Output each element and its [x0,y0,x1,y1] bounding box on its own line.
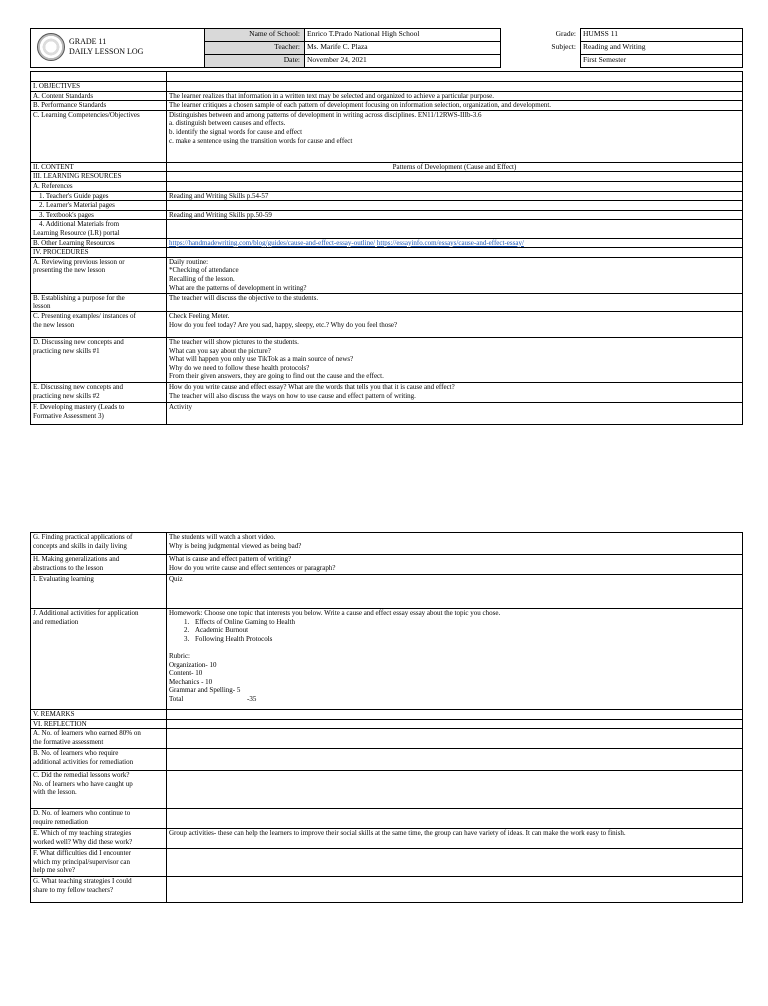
proc-d-line-1: The teacher will show pictures to the students. [169,337,299,346]
proc-c-cell [167,311,743,337]
rubric-total-label: Total [169,694,184,703]
procedures-heading: IV. PROCEDURES [31,248,167,258]
content-standards-label: A. Content Standards [31,91,167,101]
proc-a-line-3: Recalling of the lesson. [169,274,235,283]
proc-g-cell [167,533,743,555]
proc-f-label-2: Formative Assessment 3) [33,411,104,420]
lr-label [31,220,167,238]
proc-e-label [31,382,167,402]
refl-b-label-1: B. No. of learners who require [33,749,119,758]
proc-h-line-2: How do you write cause and effect sentences or paragraph? [169,563,336,572]
grade-label: Grade: [501,29,581,42]
competencies-cell [167,110,743,162]
proc-e-line-1: How do you write cause and effect essay? What are the words that tells you that it is cause and effect? [169,382,455,391]
proc-c-line-1: Check Feeling Meter. [169,311,230,320]
proc-a-label-2: presenting the new lesson [33,266,106,275]
rubric-title: Rubric: [169,651,190,660]
refl-f-label-2: which my principal/supervisor can [33,857,131,866]
proc-j-label-2: and remediation [33,617,79,626]
content-heading: II. CONTENT [31,162,167,172]
rubric-line: Grammar and Spelling- 5 [169,686,241,695]
refl-c-label [31,771,167,809]
homework-topic: 1. Effects of Online Gaming to Health [191,618,740,627]
refl-d-label-1: D. No. of learners who continue to [33,809,131,818]
lr-label-line2: Learning Resource (LR) portal [33,228,120,237]
proc-e-cell [167,382,743,402]
content-value: Patterns of Development (Cause and Effect) [167,162,743,172]
proc-b-label-1: B. Establishing a purpose for the [33,293,125,302]
refl-d-label [31,809,167,829]
proc-g-label [31,533,167,555]
proc-e-label-2: practicing new skills #2 [33,391,100,400]
performance-standards-label: B. Performance Standards [31,101,167,111]
resource-link-2[interactable]: https://essayinfo.com/essays/cause-and-effect-essay/ [376,238,524,247]
lesson-log-part-1 [30,28,742,425]
proc-j-cell [167,609,743,710]
competency-a: a. distinguish between causes and effects. [169,119,286,128]
references-label: A. References [31,181,167,191]
proc-j-label [31,609,167,710]
proc-j-label-1: J. Additional activities for application [33,609,139,617]
proc-a-label-1: A. Reviewing previous lesson or [33,257,125,266]
refl-c-label-3: with the lesson. [33,788,77,797]
proc-d-cell [167,337,743,382]
refl-g-label-1: G. What teaching strategies I could [33,877,132,886]
rubric-total-value: -35 [247,694,257,703]
refl-g-label [31,877,167,903]
proc-a-line-2: *Checking of attendance [169,266,239,275]
other-resources-label: B. Other Learning Resources [31,238,167,248]
refl-d-label-2: require remediation [33,817,89,826]
refl-e-label-2: worked well? Why did these work? [33,837,133,846]
refl-a-label [31,729,167,749]
proc-f-label-1: F. Developing mastery (Leads to [33,402,125,411]
evaluating-text: Quiz [167,575,743,609]
proc-h-label-2: abstractions to the lesson [33,563,104,572]
resources-heading: III. LEARNING RESOURCES [31,172,167,182]
reflection-heading: VI. REFLECTION [31,719,167,729]
proc-a-line-1: Daily routine: [169,257,209,266]
lesson-table-1 [30,71,743,425]
refl-e-text: Group activities- these can help the learners to improve their social skills at the same time, the group can have variety of ideas. It can make the work easy to finish. [167,829,743,849]
school-label: Name of School: [205,29,305,42]
proc-h-line-1: What is cause and effect pattern of writing? [169,555,292,563]
tb-value: Reading and Writing Skills pp.50-59 [167,210,743,220]
lm-label: 2. Learner's Material pages [31,201,167,211]
refl-b-label [31,749,167,771]
proc-b-label [31,293,167,311]
rubric-line: Content- 10 [169,669,203,678]
proc-c-label [31,311,167,337]
refl-f-label [31,849,167,877]
competencies-label: C. Learning Competencies/Objectives [31,110,167,162]
proc-e-label-1: E. Discussing new concepts and [33,382,124,391]
proc-b-label-2: lesson [33,302,51,311]
homework-instruction: Homework: Choose one topic that interests you below. Write a cause and effect essay essay about the topic you chose. [169,609,501,617]
rubric-line: Mechanics - 10 [169,677,213,686]
tb-label: 3. Textbook's pages [31,210,167,220]
log-title: DAILY LESSON LOG [69,47,144,56]
refl-c-label-1: C. Did the remedial lessons work? [33,771,130,780]
competency-b: b. identify the signal words for cause and effect [169,127,303,136]
proc-g-line-1: The students will watch a short video. [169,533,276,541]
proc-h-cell [167,555,743,575]
proc-c-line-2: How do you feel today? Are you sad, happy, sleepy, etc.? Why do you feel those? [169,320,398,329]
refl-b-label-2: additional activities for remediation [33,757,134,766]
lr-label-line1: 4. Additional Materials from [39,220,120,229]
proc-g-label-2: concepts and skills in daily living [33,541,127,550]
teacher-label: Teacher: [205,42,305,55]
remarks-heading: V. REMARKS [31,710,167,720]
proc-f-label [31,402,167,424]
proc-a-line-4: What are the patterns of development in writing? [169,283,307,292]
proc-d-label-2: practicing new skills #1 [33,346,100,355]
lesson-table-2 [30,532,743,903]
proc-d-line-2: What can you say about the picture? [169,346,271,355]
resource-link-1[interactable]: https://handmadewriting.com/blog/guides/cause-and-effect-essay-outline/ [169,238,376,247]
proc-d-label [31,337,167,382]
refl-a-label-2: the formative assessment [33,737,104,746]
proc-d-line-3: What will happen you only use TikTok as a main source of news? [169,355,354,364]
objectives-heading: I. OBJECTIVES [31,82,167,92]
refl-g-label-2: share to my fellow teachers? [33,885,114,894]
tg-label: 1. Teacher's Guide pages [31,191,167,201]
proc-h-label [31,555,167,575]
proc-c-label-2: the new lesson [33,320,75,329]
school-value: Enrico T.Prado National High School [305,29,501,42]
refl-f-label-1: F. What difficulties did I encounter [33,849,131,858]
proc-g-label-1: G. Finding practical applications of [33,533,133,541]
rubric-line: Organization- 10 [169,660,217,669]
performance-standards-text: The learner critiques a chosen sample of each pattern of development focusing on information selection, organization, and development. [167,101,743,111]
header-table [30,28,743,68]
proc-d-line-4: Why do we need to follow these health protocols? [169,363,310,372]
proc-a-label [31,257,167,293]
homework-topics [169,618,740,644]
proc-a-cell [167,257,743,293]
homework-topic: 3. Following Health Protocols [191,635,740,644]
date-label: Date: [205,55,305,68]
tg-value: Reading and Writing Skills p.54-57 [167,191,743,201]
rubric-total [169,695,740,704]
lesson-log-part-2 [30,532,742,903]
competency-main: Distinguishes between and among patterns of development in writing across disciplines. EN11/12RWS-IIIb-3.6 [169,110,482,119]
homework-topic: 2. Academic Burnout [191,626,740,635]
proc-f-text: Activity [167,402,743,424]
proc-h-label-1: H. Making generalizations and [33,555,120,563]
refl-a-label-1: A. No. of learners who earned 80% on [33,729,141,738]
grade-header-cell [31,29,205,68]
proc-e-line-2: The teacher will also discuss the ways on how to use cause and effect pattern of writing. [169,391,416,400]
proc-d-label-1: D. Discussing new concepts and [33,337,124,346]
subject-label: Subject: [551,41,576,51]
deped-seal-icon [37,33,65,61]
grade-value: HUMSS 11 [581,29,743,42]
proc-c-label-1: C. Presenting examples/ instances of [33,311,136,320]
semester-spacer [501,55,581,68]
proc-g-line-2: Why is being judgmental viewed as being bad? [169,541,302,550]
proc-b-text: The teacher will discuss the objective to the students. [167,293,743,311]
refl-c-label-2: No. of learners who have caught up [33,779,133,788]
competency-c: c. make a sentence using the transition words for cause and effect [169,136,353,145]
date-value: November 24, 2021 [305,55,501,68]
subject-value: Reading and Writing [581,42,743,55]
evaluating-label: I. Evaluating learning [31,575,167,609]
refl-f-label-3: help me solve? [33,866,75,875]
teacher-value: Ms. Marife C. Plaza [305,42,501,55]
semester-value: First Semester [581,55,743,68]
refl-e-label-1: E. Which of my teaching strategies [33,829,132,838]
refl-e-label [31,829,167,849]
content-standards-text: The learner realizes that information in a written text may be selected and organized to achieve a particular purpose. [167,91,743,101]
grade-title: GRADE 11 [69,37,107,46]
other-resources-cell [167,238,743,248]
proc-d-line-5: From their given answers, they are going to find out the cause and the effect. [169,372,384,381]
